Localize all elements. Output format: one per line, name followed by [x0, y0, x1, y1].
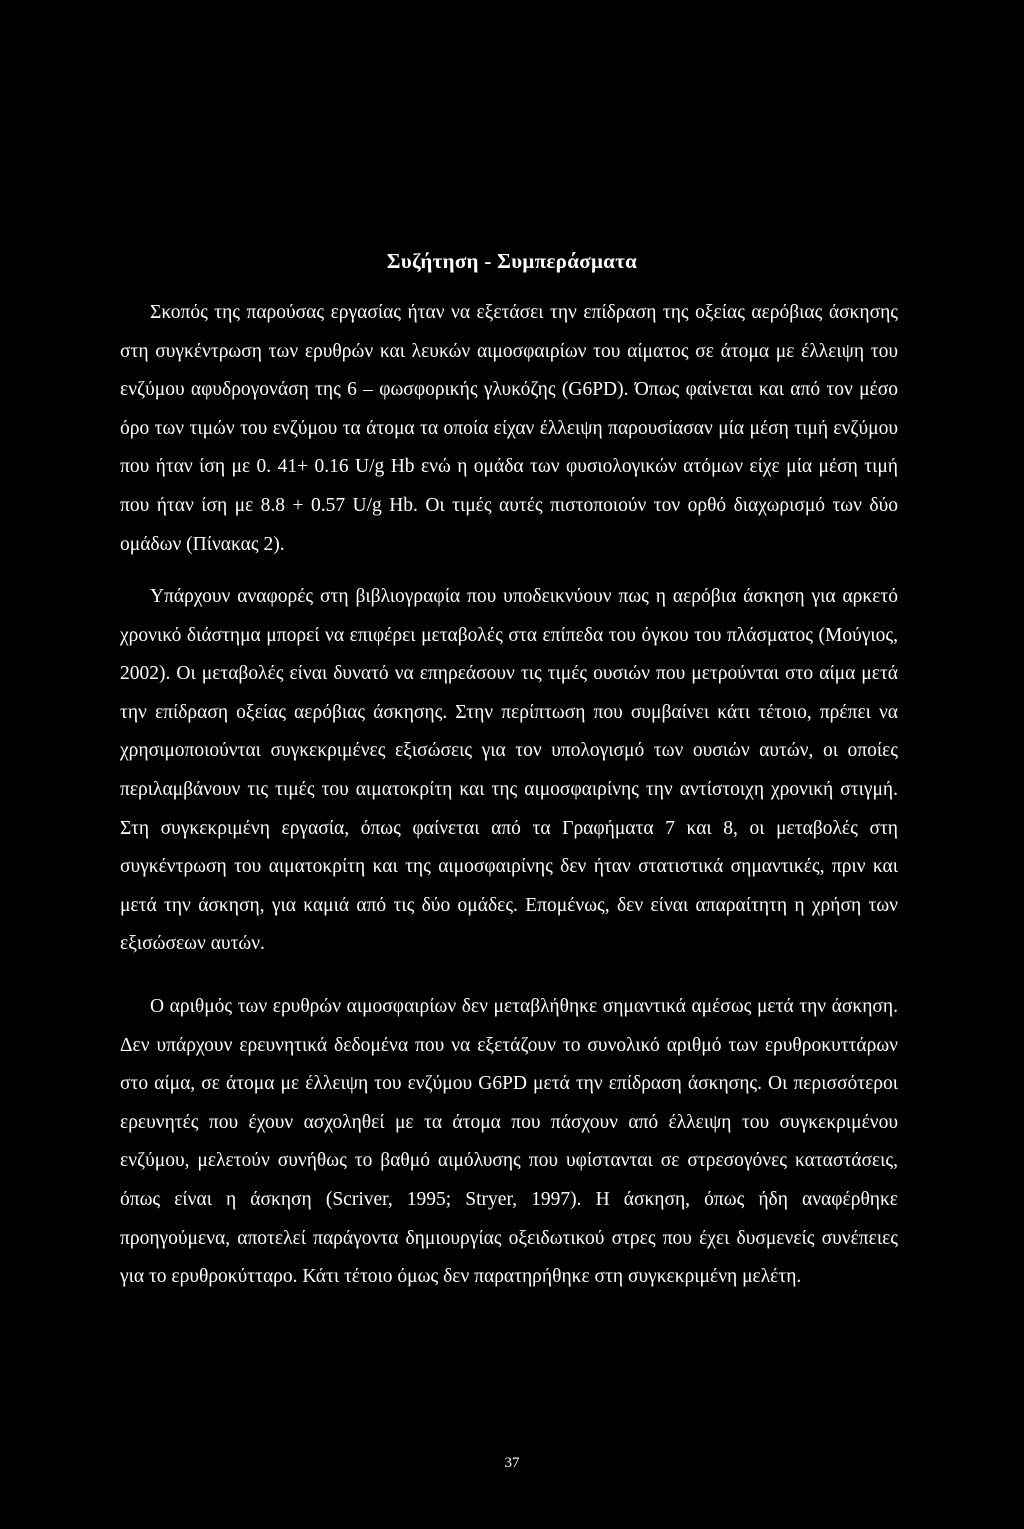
paragraph-plasma-volume: Υπάρχουν αναφορές στη βιβλιογραφία που υποδεικνύουν πως η αερόβια άσκηση για αρκετό χρονικό διάστημα μπορεί να επιφέρει μεταβολές στα επίπεδα του όγκου του πλάσματος (Μούγιος, 2002). Οι μεταβολές είναι δυνατό να επηρεάσουν τις τιμές ουσιών που μετρούνται στο αίμα μετά την επίδραση οξείας αερόβιας άσκησης. Στην περίπτωση που συμβαίνει κάτι τέτοιο, πρέπει να χρησιμοποιούνται συγκεκριμένες εξισώσεις για τον υπολογισμό των ουσιών αυτών, οι οποίες περιλαμβάνουν τις τιμές του αιματοκρίτη και της αιμοσφαιρίνης την αντίστοιχη χρονική στιγμή. Στη συγκεκριμένη εργασία, όπως φαίνεται από τα Γραφήματα 7 και 8, οι μεταβολές στη συγκέντρωση του αιματοκρίτη και της αιμοσφαιρίνης δεν ήταν στατιστικά σημαντικές, πριν και μετά την άσκηση, για καμιά από τις δύο ομάδες. Επομένως, δεν είναι απαραίτητη η χρήση των εξισώσεων αυτών. [120, 586, 898, 955]
paragraph-red-blood-cells: Ο αριθμός των ερυθρών αιμοσφαιρίων δεν μεταβλήθηκε σημαντικά αμέσως μετά την άσκηση. Δεν υπάρχουν ερευνητικά δεδομένα που να εξετάζουν το συνολικό αριθμό των ερυθροκυττάρων στο αίμα, σε άτομα με έλλειψη του ενζύμου G6PD μετά την επίδραση άσκησης. Οι περισσότεροι ερευνητές που έχουν ασχοληθεί με τα άτομα που πάσχουν από έλλειψη του συγκεκριμένου ενζύμου, μελετούν συνήθως το βαθμό αιμόλυσης που υφίστανται σε στρεσογόνες καταστάσεις, όπως είναι η άσκηση (Scriver, 1995; Stryer, 1997). Η άσκηση, όπως ήδη αναφέρθηκε προηγούμενα, αποτελεί παράγοντα δημιουργίας οξειδωτικού στρες που έχει δυσμενείς συνέπειες για το ερυθροκύτταρο. Κάτι τέτοιο όμως δεν παρατηρήθηκε στη συγκεκριμένη μελέτη. [120, 996, 898, 1288]
paragraph-aim: Σκοπός της παρούσας εργασίας ήταν να εξετάσει την επίδραση της οξείας αερόβιας άσκησης στη συγκέντρωση των ερυθρών και λευκών αιμοσφαιρίων του αίματος σε άτομα με έλλειψη του ενζύμου αφυδρογονάση της 6 – φωσφορικής γλυκόζης (G6PD). Όπως φαίνεται και από τον μέσο όρο των τιμών του ενζύμου τα άτομα τα οποία είχαν έλλειψη παρουσίασαν μία μέση τιμή ενζύμου που ήταν ίση με 0. 41+ 0.16 U/g Hb ενώ η ομάδα των φυσιολογικών ατόμων είχε μία μέση τιμή που ήταν ίση με 8.8 + 0.57 U/g Hb. Οι τιμές αυτές πιστοποιούν τον ορθό διαχωρισμό των δύο ομάδων (Πίνακας 2). [120, 302, 898, 555]
page-number: 37 [504, 1455, 520, 1471]
section-title: Συζήτηση - Συμπεράσματα [386, 249, 638, 273]
